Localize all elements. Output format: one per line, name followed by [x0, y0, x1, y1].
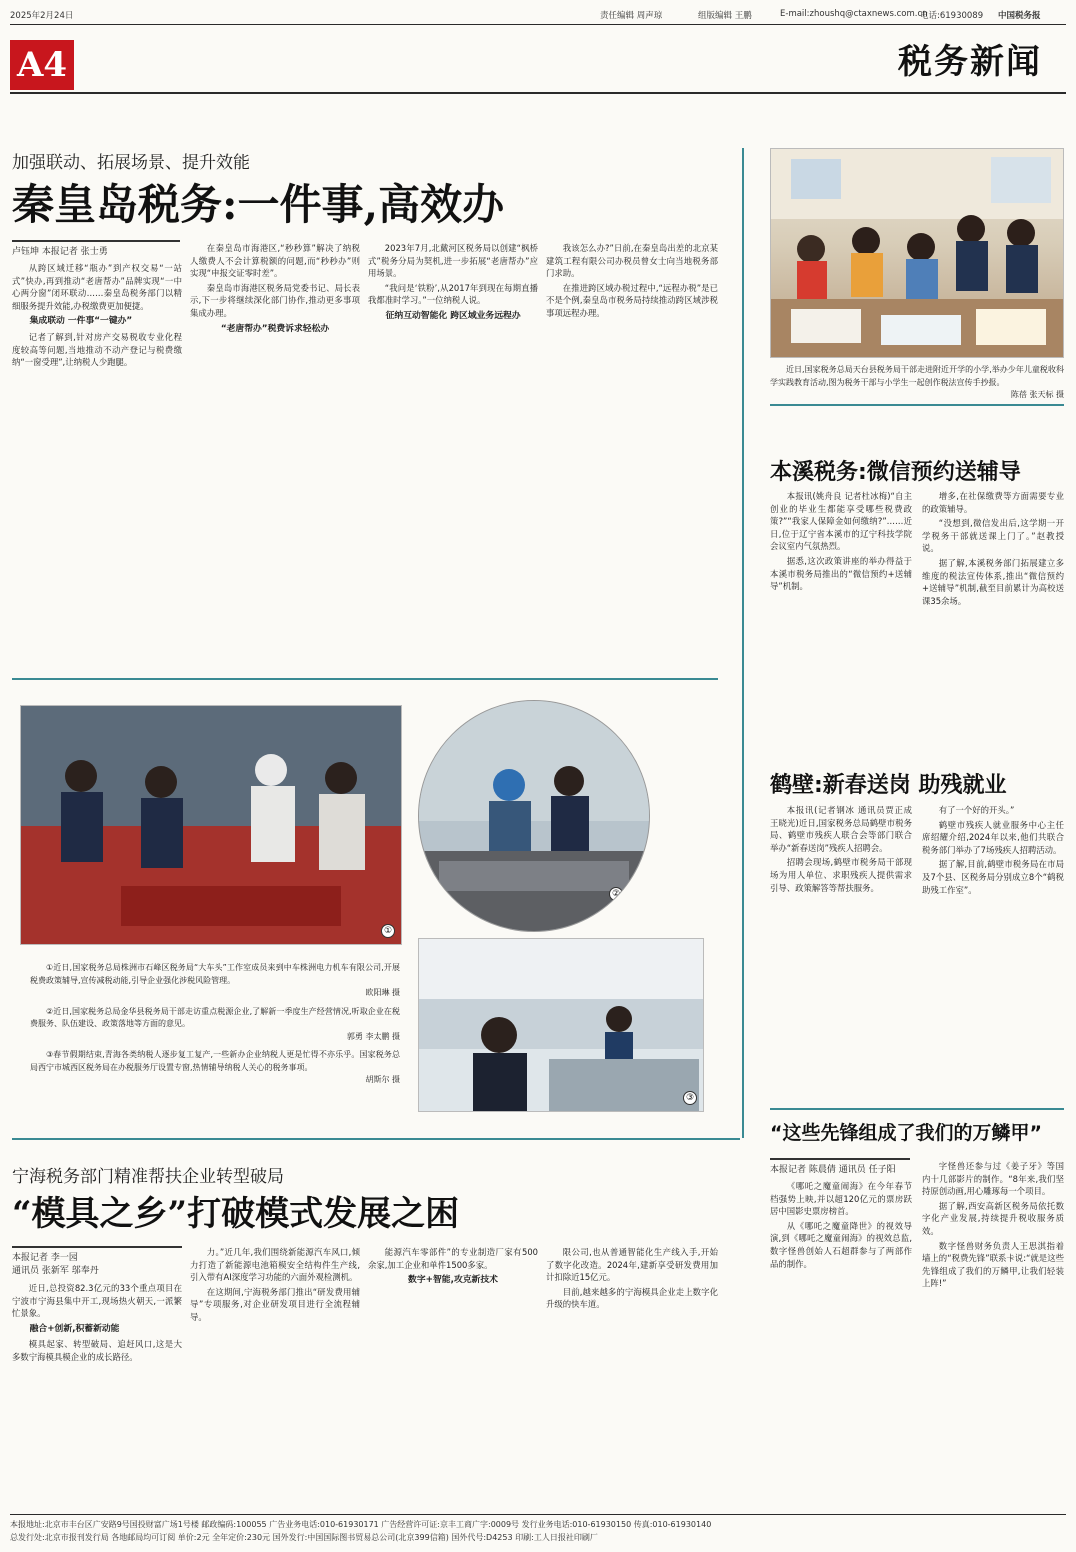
paragraph: 2023年7月,北戴河区税务局以创建“枫桥式”税务分局为契机,进一步拓展“老唐帮办”应用场景。 [368, 243, 538, 279]
caption-2: ②近日,国家税务总局金华县税务局干部走访重点税源企业,了解新一季度生产经营情况,听取企业在税费服务、队伍建设、政策落地等方面的意见。 [30, 1006, 400, 1028]
contact-email[interactable]: E-mail:zhoushq@ctaxnews.com.cn [780, 9, 928, 19]
caption-1-credit: 欧阳琳 摄 [365, 988, 400, 997]
editor-credit: 责任编辑 周声琼 [600, 11, 663, 21]
benxi-column-1 [770, 490, 912, 740]
factory-photo-illustration [21, 706, 402, 945]
paragraph: 能源汽车零部件”的专业制造厂家有500余家,加工企业和单件1500多家。 [368, 1247, 538, 1270]
paragraph: 增多,在社保缴费等方面需要专业的政策辅导。 [922, 491, 1064, 514]
lead-column-1 [12, 262, 182, 662]
benxi-headline: 本溪税务:微信预约送辅导 [770, 460, 1021, 485]
ningbo-column-3 [368, 1246, 538, 1508]
paragraph: “没想到,微信发出后,这学期一开学税务干部就送课上门了。”赵教授说。 [922, 518, 1064, 554]
paragraph: 在这期间,宁海税务部门推出“研发费用辅导”专项服务,对企业研发项目进行全流程辅导。 [190, 1286, 360, 1322]
ningbo-byline-1: 本报记者 李一园 [12, 1253, 78, 1263]
paragraph: 在秦皇岛市海港区,“秒秒算”解决了纳税人缴费人不会计算税额的问题,而“秒秒办”则实现“申报交证零时差”。 [190, 243, 360, 279]
hebi-column-2 [922, 804, 1064, 1100]
ningbo-subhead: 融合+创新,积蓄新动能 [29, 1323, 120, 1334]
lead-headline: 秦皇岛税务:一件事,高效办 [12, 180, 505, 229]
service-hall-photo-3 [418, 938, 704, 1112]
lead-bottom-rule [12, 678, 718, 680]
students-tax-photo [770, 148, 1064, 358]
hebi-column-1 [770, 804, 912, 1100]
paragraph: 模具起家、转型破局、追赶风口,这是大多数宁海模具模企业的成长路径。 [12, 1339, 182, 1362]
footer-line-2: 总发行处:北京市报刊发行局 各地邮局均可订阅 单价:2元 全年定价:230元 国外发行:中国国际图书贸易总公司(北京399信箱) 国外代号:D4253 印刷:工人日报社印刷厂 [10, 1533, 598, 1542]
paragraph: 本报讯(姚舟良 记者杜冰梅)“自主创业的毕业生都能享受哪些税费政策?”“我家人保障金如何缴纳?”……近日,位于辽宁省本溪市的辽宁科技学院会议室内气氛热烈。 [770, 491, 912, 552]
section-divider [10, 92, 1066, 94]
caption-3: ③春节假期结束,青海各类纳税人逐步复工复产,一些新办企业纳税人更是忙得不亦乐乎。国家税务总局西宁市城西区税务局在办税服务厅设置专窗,热情辅导纳税人关心的税务事项。 [30, 1050, 400, 1072]
caption-text: 近日,国家税务总局天台县税务局干部走进附近开学的小学,举办少年儿童税收科学实践教育活动,图为税务干部与小学生一起创作税法宣传手抄报。 [770, 365, 1064, 387]
paragraph: 力。”近几年,我们围绕新能源汽车风口,倾力打造了新能源电池箱模安全结构件生产线,引入带有AI深度学习功能的六面外观检测机。 [190, 1247, 360, 1283]
paragraph: 近日,总投资82.3亿元的33个重点项目在宁波市宁海县集中开工,现场热火朝天,一派繁忙景象。 [12, 1283, 182, 1319]
footer-line-1: 本报地址:北京市丰台区广安路9号国投财富广场1号楼 邮政编码:100055 广告业务电话:010-61930171 广告经营许可证:京丰工商广字:0009号 发行业务电话:010-61930150 传真:010-61930140 [10, 1520, 712, 1529]
ningbo-byline [12, 1246, 182, 1276]
paragraph: 限公司,也从普通智能化生产线入手,开始了数字化改造。2024年,建新享受研发费用加计扣除近15亿元。 [546, 1247, 718, 1283]
students-photo-caption [770, 364, 1064, 402]
service-hall-illustration [419, 939, 704, 1112]
armor-headline: “这些先锋组成了我们的万鳞甲” [770, 1122, 1042, 1144]
paragraph: 招聘会现场,鹤壁市税务局干部现场为用人单位、求职残疾人提供需求引导、政策解答等帮扶服务。 [770, 857, 912, 893]
paragraph: 记者了解到,针对房产交易税收专业化程度较高等问题,当地推动不动产登记与税费缴纳“一窗受理”,让纳税人少跑腿。 [12, 331, 182, 368]
lead-subhead-3: 征纳互动智能化 跨区域业务远程办 [385, 310, 521, 321]
factory-photo-2 [418, 700, 650, 932]
paragraph: 有了一个好的开头。” [938, 805, 1015, 815]
students-photo-illustration [771, 149, 1064, 358]
paragraph: 据了解,西安高新区税务局依托数字化产业发展,持续提升税收服务质效。 [922, 1200, 1064, 1236]
photo-credit: 陈蓓 张天标 摄 [1010, 390, 1064, 399]
ningbo-byline-2: 通讯员 张新军 邬奉丹 [12, 1266, 99, 1276]
paragraph: 目前,越来越多的宁海模具企业走上数字化升级的快车道。 [546, 1286, 718, 1310]
hebi-bottom-rule [770, 1108, 1064, 1110]
armor-column-1 [770, 1180, 912, 1508]
lead-column-4 [546, 242, 718, 662]
ningbo-headline: “模具之乡”打破模式发展之困 [12, 1194, 460, 1234]
lead-subhead-2: “老唐帮办”税费诉求轻松办 [220, 323, 330, 334]
caption-1: ①近日,国家税务总局株洲市石峰区税务局“大车头”工作室成员来到中车株洲电力机车有限公司,开展税费政策辅导,宣传减税动能,引导企业强化涉税风险管理。 [30, 963, 400, 985]
collage-bottom-rule [12, 1138, 740, 1140]
lead-column-3 [368, 242, 538, 662]
benxi-column-2 [922, 490, 1064, 740]
factory-photo-1 [20, 705, 402, 945]
ningbo-subhead-2: 数字+智能,攻克新技术 [408, 1275, 498, 1286]
paragraph: 在推进跨区域办税过程中,“远程办税”是已不是个例,秦皇岛市税务局持续推动跨区域涉税事项远程办理。 [546, 282, 718, 318]
lead-byline: 卢钰坤 本报记者 张士勇 [12, 240, 180, 257]
paragraph: 从跨区域迁移“瓶办”到产权交易“一站式”快办,再到推动“老唐帮办”品牌实现“一中心两分窗”闭环联动……秦皇岛税务部门以精细服务提升效能,办税缴费更加便捷。 [12, 263, 182, 311]
footer-divider [10, 1514, 1066, 1515]
photo-number-3: ③ [683, 1091, 697, 1105]
paragraph: 从《哪吒之魔童降世》的视效导演,到《哪吒之魔童闹海》的视效总监,数字怪兽创始人石超群参与了两部作品的制作。 [770, 1220, 912, 1269]
hebi-headline: 鹤壁:新春送岗 助残就业 [770, 773, 1007, 798]
armor-column-2 [922, 1160, 1064, 1508]
paragraph: 本报讯(记者钢冰 通讯员贾正成 王晓光)近日,国家税务总局鹤壁市税务局、鹤壁市残疾人联合会等部门联合举办“新春送岗”残疾人招聘会。 [770, 805, 912, 853]
ningbo-kicker: 宁海税务部门精准帮扶企业转型破局 [12, 1167, 284, 1187]
paragraph: 数字怪兽财务负责人王思淇指着墙上的“税费先锋”联系卡说:“就是这些先锋组成了我们的万鳞甲,让我们轻装上阵!” [922, 1240, 1064, 1289]
masthead-bar [10, 6, 1066, 24]
paragraph: 据了解,本溪税务部门拓展建立多维度的税法宣传体系,推出“微信预约+送辅导”机制,截至目前累计为高校送课35余场。 [922, 557, 1064, 606]
lead-kicker: 加强联动、拓展场景、提升效能 [12, 153, 250, 173]
collage-captions [30, 962, 400, 1087]
layout-credit: 组版编辑 王鹏 [698, 11, 752, 21]
photo-number-1: ① [381, 924, 395, 938]
page-number: A4 [10, 40, 74, 90]
paragraph: 据悉,这次政策讲座的举办得益于本溪市税务局推出的“微信预约+送辅导”机制。 [770, 555, 912, 592]
header-divider [10, 24, 1066, 25]
photo-number-2: ② [609, 887, 623, 901]
issue-date: 2025年2月24日 [10, 11, 74, 21]
lead-column-2 [190, 242, 360, 662]
ningbo-column-4 [546, 1246, 718, 1508]
paragraph: 字怪兽还参与过《姜子牙》等国内十几部影片的制作。“8年来,我们坚持原创动画,用心雕琢每一个项目。 [922, 1161, 1064, 1197]
contact-phone: 电话:61930089 [920, 11, 984, 21]
armor-byline: 本报记者 陈晨倩 通讯员 任子阳 [770, 1158, 910, 1175]
paper-name: 中国税务报 [998, 11, 1041, 21]
caption-3-credit: 胡斯尔 摄 [365, 1075, 400, 1084]
paragraph: 据了解,目前,鹤壁市税务局在市局及7个县、区税务局分别成立8个“鹤税助残工作室”。 [922, 859, 1064, 895]
paragraph: “我问是‘铁粉’,从2017年到现在每期直播我都准时学习。”一位纳税人说。 [368, 282, 538, 306]
lead-subhead-1: 集成联动 一件事“一键办” [29, 316, 133, 327]
ningbo-column-1 [12, 1282, 182, 1508]
section-title: 税务新闻 [898, 42, 1042, 82]
photo-divider [770, 404, 1064, 406]
ningbo-column-2 [190, 1246, 360, 1508]
footer-info [10, 1518, 1066, 1544]
paragraph: 《哪吒之魔童闹海》在今年春节档强势上映,并以超120亿元的票房跃居中国影史票房榜首。 [770, 1181, 912, 1217]
paragraph: 鹤壁市残疾人就业服务中心主任席绍耀介绍,2024年以来,他们共联合税务部门举办了7场残疾人招聘活动。 [922, 819, 1064, 855]
paragraph: 秦皇岛市海港区税务局党委书记、局长表示,下一步将继续深化部门协作,推动更多事项集成办理。 [190, 282, 360, 318]
paragraph: 我该怎么办?”日前,在秦皇岛出差的北京某建筑工程有限公司办税员曾女士向当地税务部门求助。 [546, 243, 718, 279]
caption-2-credit: 郭勇 李太鹏 摄 [346, 1031, 400, 1041]
column-divider [742, 148, 744, 1138]
